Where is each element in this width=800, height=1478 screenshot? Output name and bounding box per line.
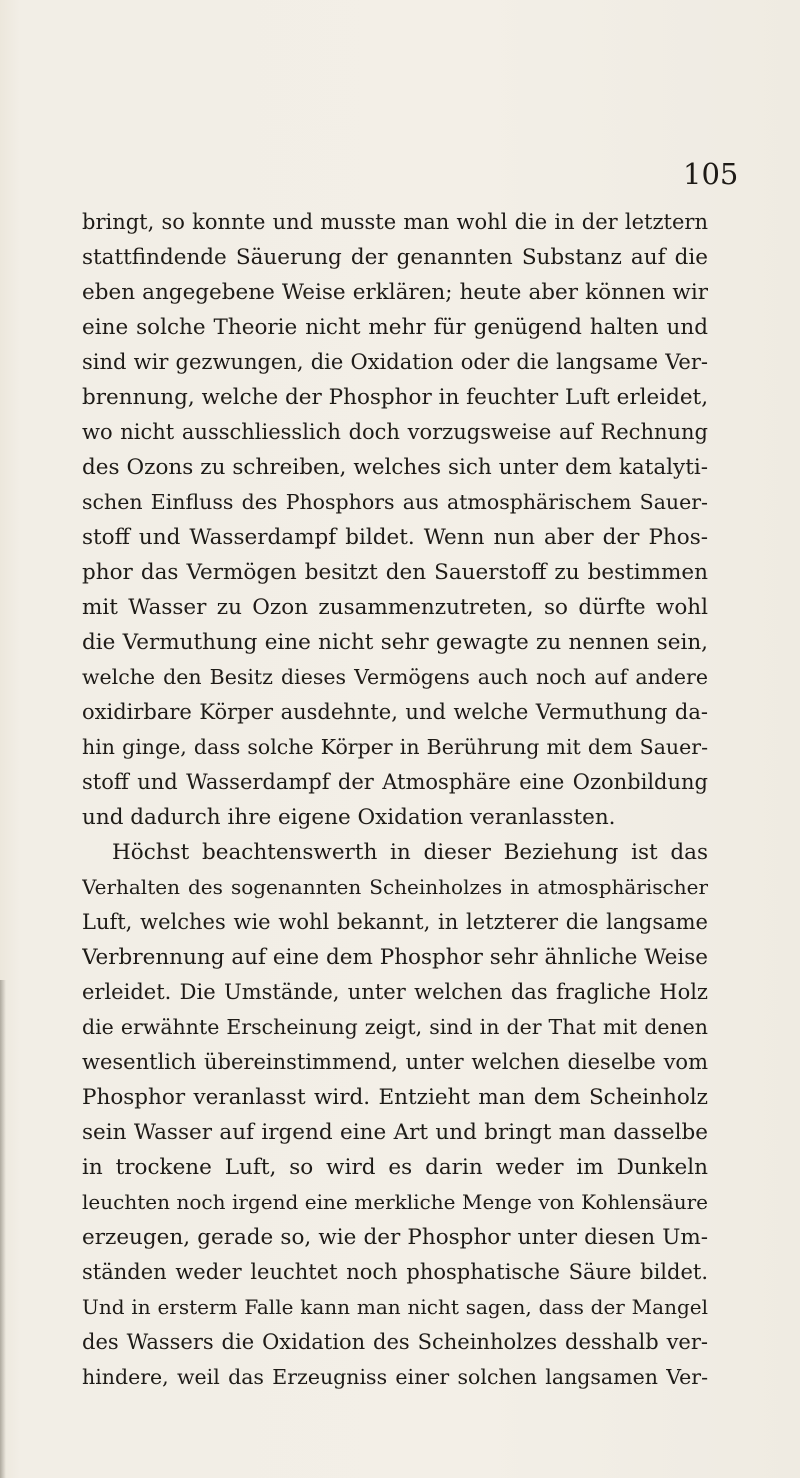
text-line: oxidirbare Körper ausdehnte, und welche Vermuthung da-	[82, 700, 708, 724]
text-line: und dadurch ihre eigene Oxidation veranlassten.	[82, 805, 616, 830]
text-line: erzeugen, gerade so, wie der Phosphor unter diesen Um-	[82, 1225, 708, 1250]
text-line: Luft, welches wie wohl bekannt, in letzterer die langsame	[82, 910, 708, 934]
text-line: mit Wasser zu Ozon zusammenzutreten, so dürfte wohl	[82, 595, 708, 620]
text-line: bringt, so konnte und musste man wohl die in der letztern	[82, 210, 708, 234]
paragraph-2	[82, 835, 708, 1395]
text-line: des Wassers die Oxidation des Scheinholzes desshalb ver-	[82, 1330, 708, 1354]
text-line: stoff und Wasserdampf bildet. Wenn nun aber der Phos-	[82, 525, 708, 550]
text-line: welche den Besitz dieses Vermögens auch noch auf andere	[82, 665, 708, 689]
body-text	[82, 205, 708, 1395]
text-line: Verhalten des sogenannten Scheinholzes in atmosphärischer	[82, 875, 708, 899]
text-line: die Vermuthung eine nicht sehr gewagte zu nennen sein,	[82, 630, 708, 655]
text-line: erleidet. Die Umstände, unter welchen das fragliche Holz	[82, 980, 708, 1004]
text-line: die erwähnte Erscheinung zeigt, sind in der That mit denen	[82, 1015, 708, 1039]
text-line: Verbrennung auf eine dem Phosphor sehr ähnliche Weise	[82, 945, 708, 970]
text-line: leuchten noch irgend eine merkliche Menge von Kohlensäure	[82, 1190, 708, 1214]
text-line: des Ozons zu schreiben, welches sich unter dem katalyti-	[82, 455, 708, 480]
text-line: Und in ersterm Falle kann man nicht sagen, dass der Mangel	[82, 1295, 708, 1319]
text-line: brennung, welche der Phosphor in feuchter Luft erleidet,	[82, 385, 708, 410]
text-line: sind wir gezwungen, die Oxidation oder die langsame Ver-	[82, 350, 708, 374]
paragraph-1	[82, 205, 708, 835]
text-line: stattfindende Säuerung der genannten Substanz auf die	[82, 245, 708, 270]
page-edge-shadow	[0, 980, 6, 1478]
page-number: 105	[683, 157, 739, 191]
text-line: Höchst beachtenswerth in dieser Beziehung ist das	[112, 840, 708, 865]
text-line: sein Wasser auf irgend eine Art und bringt man dasselbe	[82, 1120, 708, 1145]
text-line: eben angegebene Weise erklären; heute aber können wir	[82, 280, 708, 305]
text-line: hindere, weil das Erzeugniss einer solchen langsamen Ver-	[82, 1365, 708, 1389]
text-line: in trockene Luft, so wird es darin weder im Dunkeln	[82, 1155, 708, 1180]
text-line: eine solche Theorie nicht mehr für genügend halten und	[82, 315, 708, 340]
text-line: wesentlich übereinstimmend, unter welchen dieselbe vom	[82, 1050, 708, 1074]
text-line: phor das Vermögen besitzt den Sauerstoff zu bestimmen	[82, 560, 708, 585]
text-line: Phosphor veranlasst wird. Entzieht man dem Scheinholz	[82, 1085, 708, 1110]
text-line: stoff und Wasserdampf der Atmosphäre eine Ozonbildung	[82, 770, 708, 794]
text-line: wo nicht ausschliesslich doch vorzugsweise auf Rechnung	[82, 420, 708, 444]
text-line: hin ginge, dass solche Körper in Berührung mit dem Sauer-	[82, 735, 708, 759]
text-line: schen Einfluss des Phosphors aus atmosphärischem Sauer-	[82, 490, 708, 514]
text-line: ständen weder leuchtet noch phosphatische Säure bildet.	[82, 1260, 708, 1284]
